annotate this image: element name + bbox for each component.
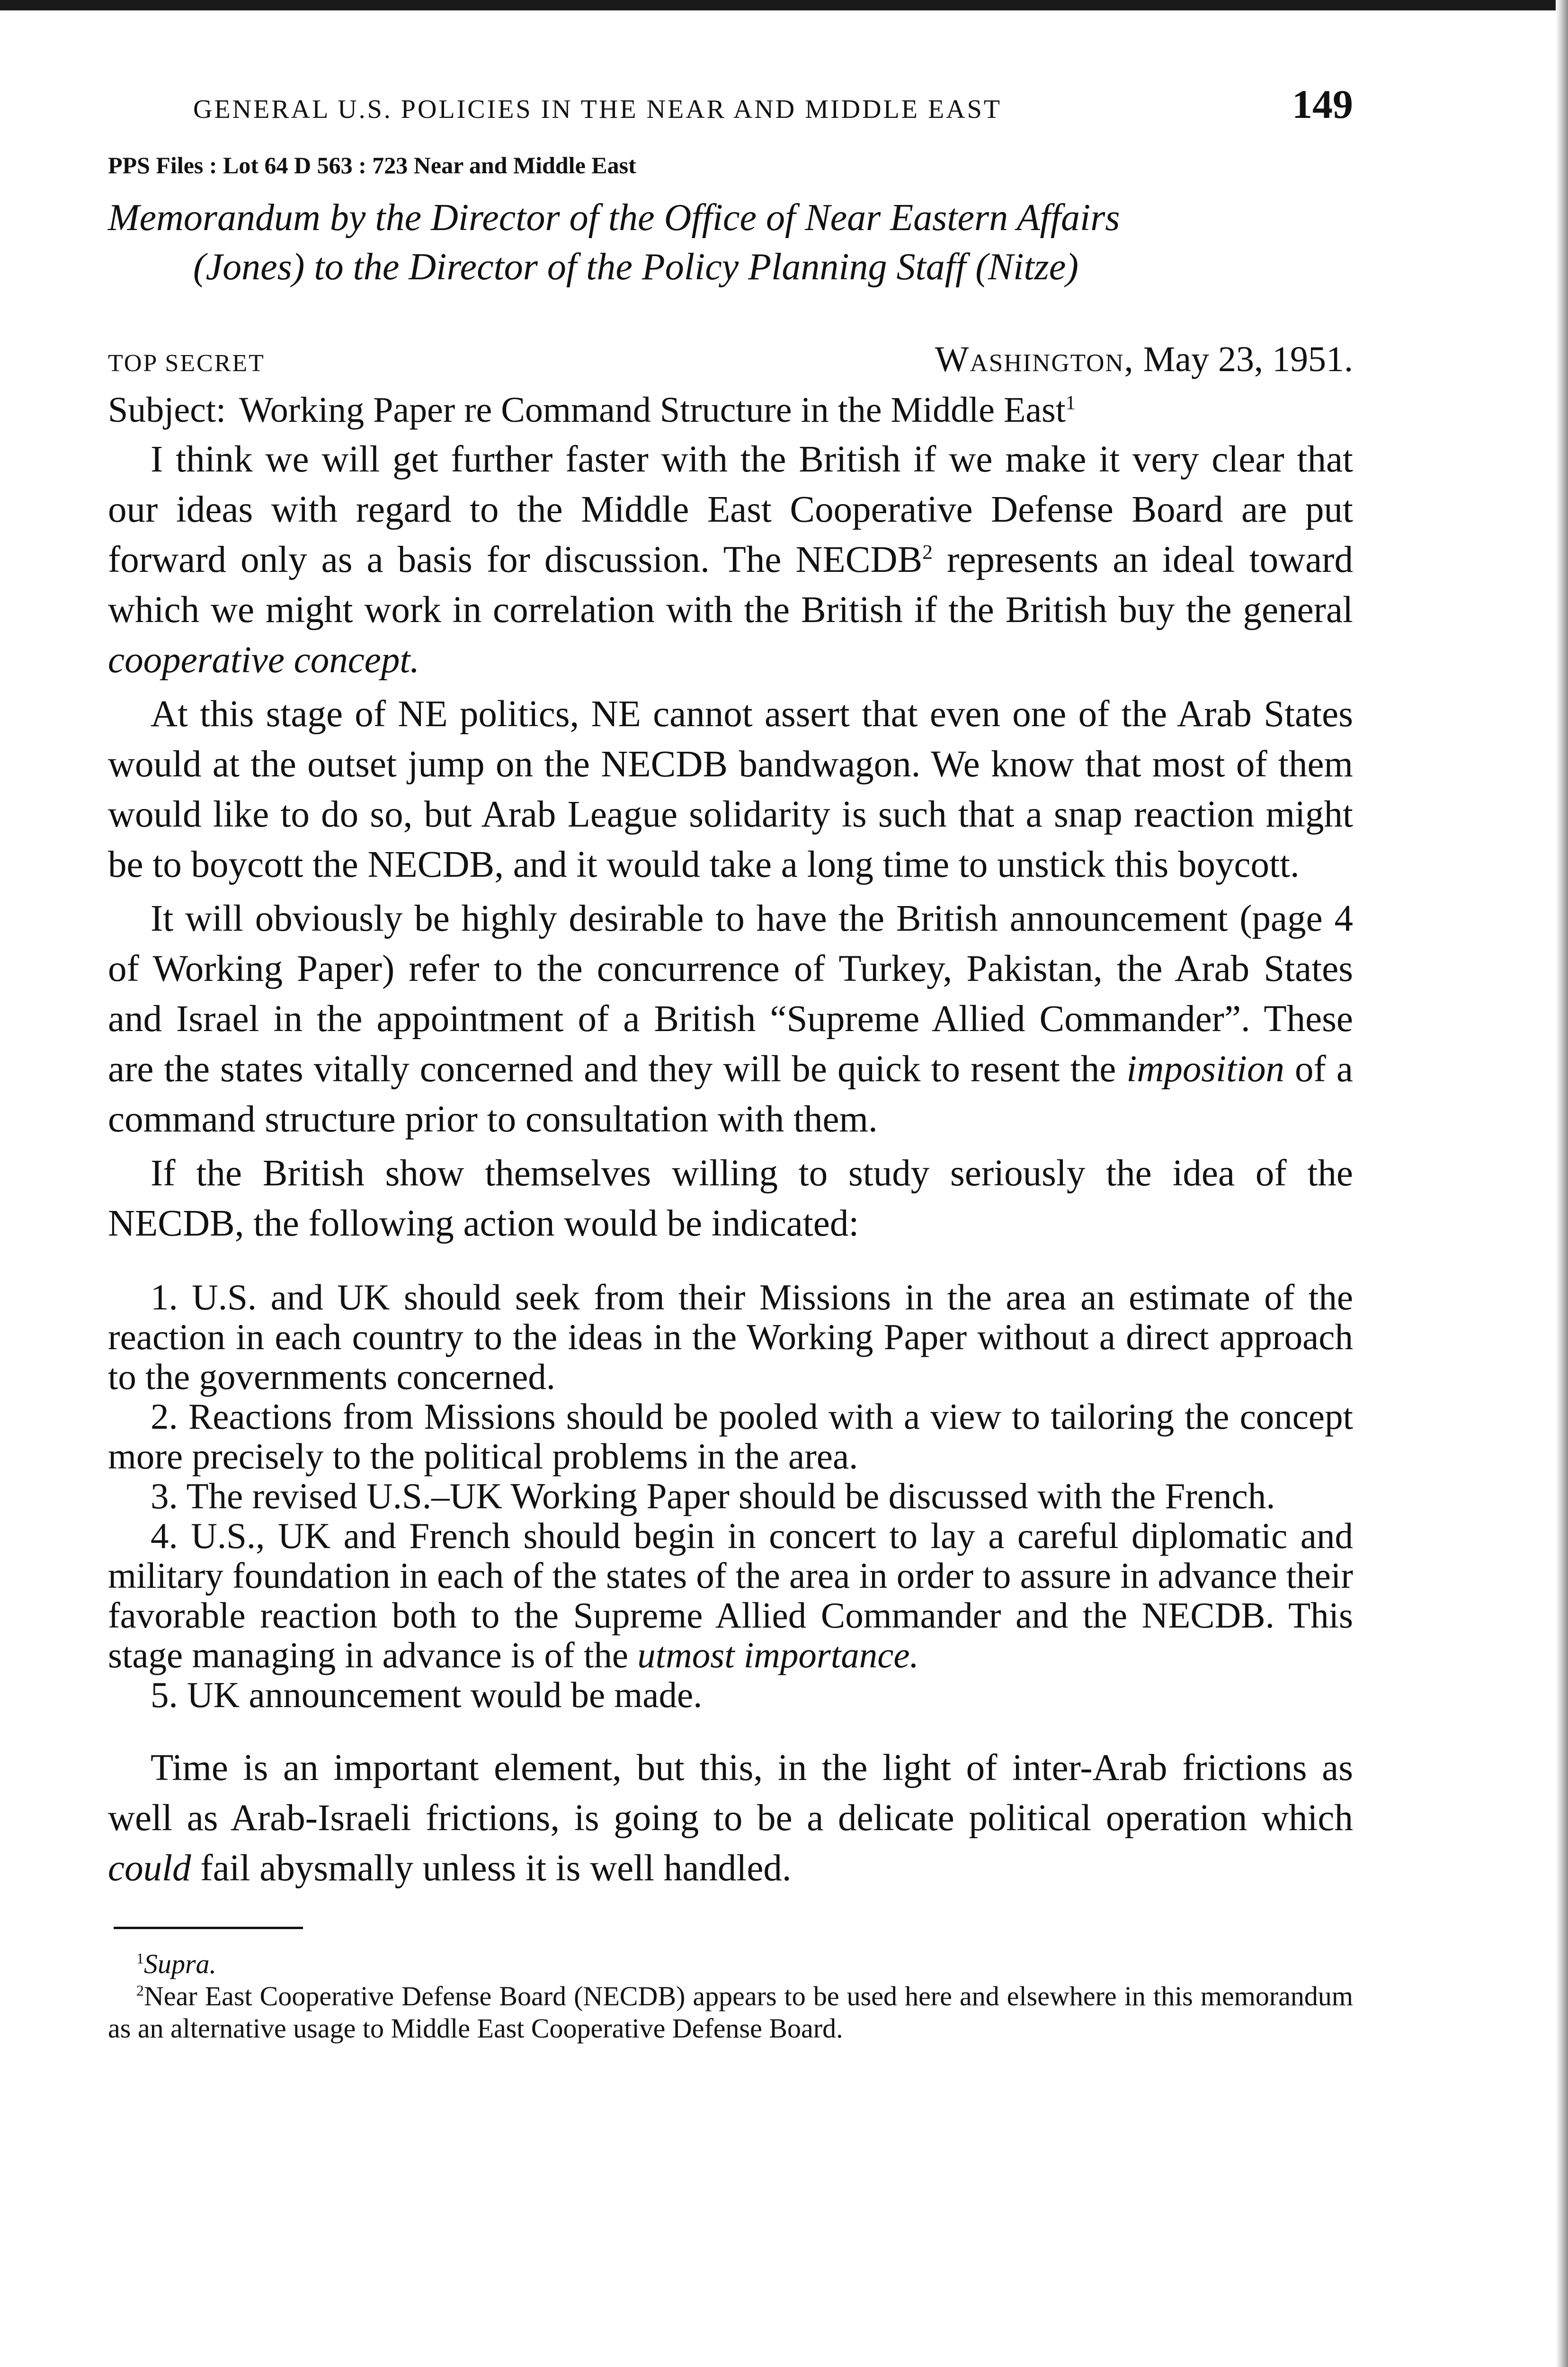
footnote-1-number: 1 (136, 1950, 144, 1967)
scan-top-border (0, 0, 1568, 10)
source-citation: PPS Files : Lot 64 D 563 : 723 Near and Middle East (108, 152, 636, 178)
action-item-4-emphasis: utmost importance. (637, 1635, 919, 1675)
paragraph-4: If the British show themselves willing to study seriously the idea of the NECDB, the following action would be indicated: (108, 1153, 1353, 1244)
document-page (108, 80, 1353, 2045)
action-item-1: 1. U.S. and UK should seek from their Missions in the area an estimate of the reaction in each country to the ideas in the Working Paper without a direct approach to the governments concerned. (108, 1277, 1353, 1397)
action-item-4-text: 4. U.S., UK and French should begin in concert to lay a careful diplomatic and military foundation in each of the states of the area in order to assure in advance their favorable reaction both to the Supreme Allied Commander and the NECDB. This stage managing in advance is of the (108, 1515, 1353, 1675)
paragraph-2: At this stage of NE politics, NE cannot assert that even one of the Arab States would at the outset jump on the NECDB bandwagon. We know that most of them would like to do so, but Arab League solidarity is such that a snap reaction might be to boycott the NECDB, and it would take a long time to unstick this boycott. (108, 694, 1353, 885)
dateline (108, 339, 1353, 380)
footnote-ref-1: 1 (1065, 392, 1076, 414)
footnote-1 (108, 1948, 1353, 1980)
action-item-3: 3. The revised U.S.–UK Working Paper should be discussed with the French. (151, 1476, 1275, 1516)
paragraph-3-text-b: of a command structure prior to consultation with them. (108, 1049, 1353, 1140)
footnote-divider (114, 1927, 303, 1929)
paragraph-5-text-a: Time is an important element, but this, in the light of inter-Arab frictions as well as Arab-Israeli frictions, is going to be a delicate political operation which (108, 1747, 1353, 1839)
paragraph-5-emphasis: could (108, 1848, 191, 1889)
page-number: 149 (1292, 81, 1353, 127)
memo-title-line-2: (Jones) to the Director of the Policy Planning Staff (Nitze) (193, 246, 1078, 288)
paragraph-5 (108, 1743, 1353, 1894)
footnote-1-text: Supra. (143, 1949, 217, 1979)
memo-title-line-1: Memorandum by the Director of the Office of Near Eastern Affairs (108, 197, 1120, 239)
date-value: May 23, 1951. (1143, 339, 1353, 379)
subject-text: Working Paper re Command Structure in the Middle East (239, 390, 1066, 430)
date-place: Washington, (935, 339, 1134, 379)
paragraph-3-text-a: It will obviously be highly desirable to have the British announcement (page 4 of Working Paper) refer to the concurrence of Turkey, Pakistan, the Arab States and Israel in the appointment of a British “Supreme Allied Commander”. These are the states vitally concerned and they will be quick to resent the (108, 898, 1353, 1090)
action-list (108, 1277, 1353, 1715)
action-item-2: 2. Reactions from Missions should be pooled with a view to tailoring the concept more precisely to the political problems in the area. (108, 1396, 1353, 1477)
running-head-title: GENERAL U.S. POLICIES IN THE NEAR AND MIDDLE EAST (193, 95, 1002, 124)
paragraph-1-emphasis: cooperative concept. (108, 640, 420, 681)
footnote-ref-2: 2 (922, 541, 933, 564)
classification-label: TOP SECRET (108, 350, 265, 377)
paragraph-1-text-b: represents an ideal toward which we might work in correlation with the British if the British buy the general (108, 539, 1353, 631)
footnote-2-text: Near East Cooperative Defense Board (NECDB) appears to be used here and elsewhere in this memorandum as an alternative usage to Middle East Cooperative Defense Board. (108, 1981, 1353, 2044)
footnotes (108, 1948, 1353, 2045)
date-line (935, 339, 1353, 380)
paragraph-1 (108, 435, 1353, 685)
paragraph-3 (108, 894, 1353, 1145)
action-item-4 (108, 1516, 1353, 1675)
paragraph-1-text-a: I think we will get further faster with the British if we make it very clear that our ideas with regard to the Middle East Cooperative Defense Board are put forward only as a basis for discussion. The NECDB (108, 439, 1353, 580)
running-head (108, 80, 1353, 137)
paragraph-5-text-b: fail abysmally unless it is well handled. (191, 1848, 792, 1889)
subject-label: Subject: (108, 390, 226, 430)
action-item-5: 5. UK announcement would be made. (151, 1674, 703, 1715)
subject-line (108, 390, 1353, 431)
paragraph-3-emphasis: imposition (1126, 1049, 1284, 1090)
memo-title (108, 193, 1353, 292)
footnote-2-number: 2 (136, 1982, 144, 1999)
footnote-2 (108, 1980, 1353, 2045)
scan-right-edge (1556, 0, 1568, 2367)
